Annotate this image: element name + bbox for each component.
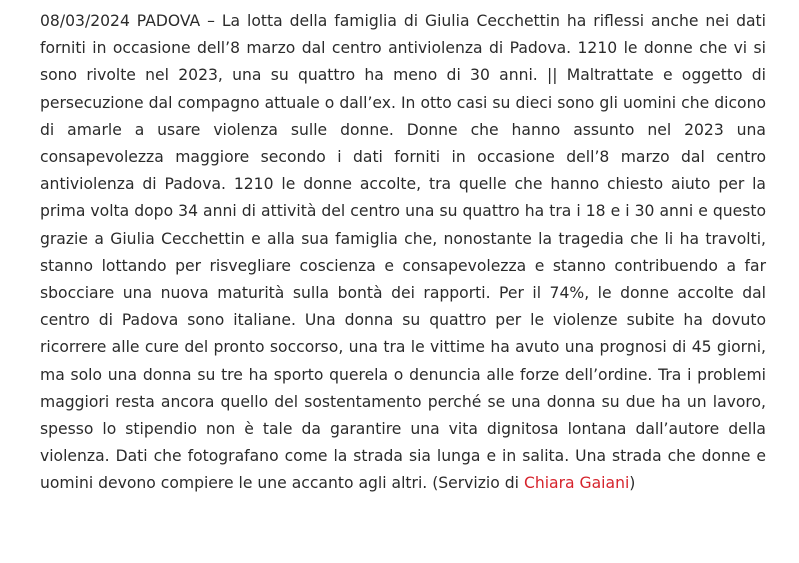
article-paragraph xyxy=(40,8,766,498)
article-text: 08/03/2024 PADOVA – La lotta della famiglia di Giulia Cecchettin ha riflessi anche nei dati forniti in occasione dell’8 marzo dal centro antiviolenza di Padova. 1210 le donne che vi si sono rivolte nel 2023, una su quattro ha meno di 30 anni. || Maltrattate e oggetto di persecuzione dal compagno attuale o dall’ex. In otto casi su dieci sono gli uomini che dicono di amarle a usare violenza sulle donne. Donne che hanno assunto nel 2023 una consapevolezza maggiore secondo i dati forniti in occasione dell’8 marzo dal centro antiviolenza di Padova. 1210 le donne accolte, tra quelle che hanno chiesto aiuto per la prima volta dopo 34 anni di attività del centro una su quattro ha tra i 18 e i 30 anni e questo grazie a Giulia Cecchettin e alla sua famiglia che, nonostante la tragedia che li ha travolti, stanno lottando per risvegliare coscienza e consapevolezza e stanno contribuendo a far sbocciare una nuova maturità sulla bontà dei rapporti. Per il 74%, le donne accolte dal centro di Padova sono italiane. Una donna su quattro per le violenze subite ha dovuto ricorrere alle cure del pronto soccorso, una tra le vittime ha avuto una prognosi di 45 giorni, ma solo una donna su tre ha sporto querela o denuncia alle forze dell’ordine. Tra i problemi maggiori resta ancora quello del sostentamento perché se una donna su due ha un lavoro, spesso lo stipendio non è tale da garantire una vita dignitosa lontana dall’autore della violenza. Dati che fotografano come la strada sia lunga e in salita. Una strada che donne e uomini devono compiere le une accanto agli altri. (Servizio di xyxy=(40,12,766,493)
author-link[interactable]: Chiara Gaiani xyxy=(523,474,630,493)
closing-parenthesis: ) xyxy=(629,474,636,493)
